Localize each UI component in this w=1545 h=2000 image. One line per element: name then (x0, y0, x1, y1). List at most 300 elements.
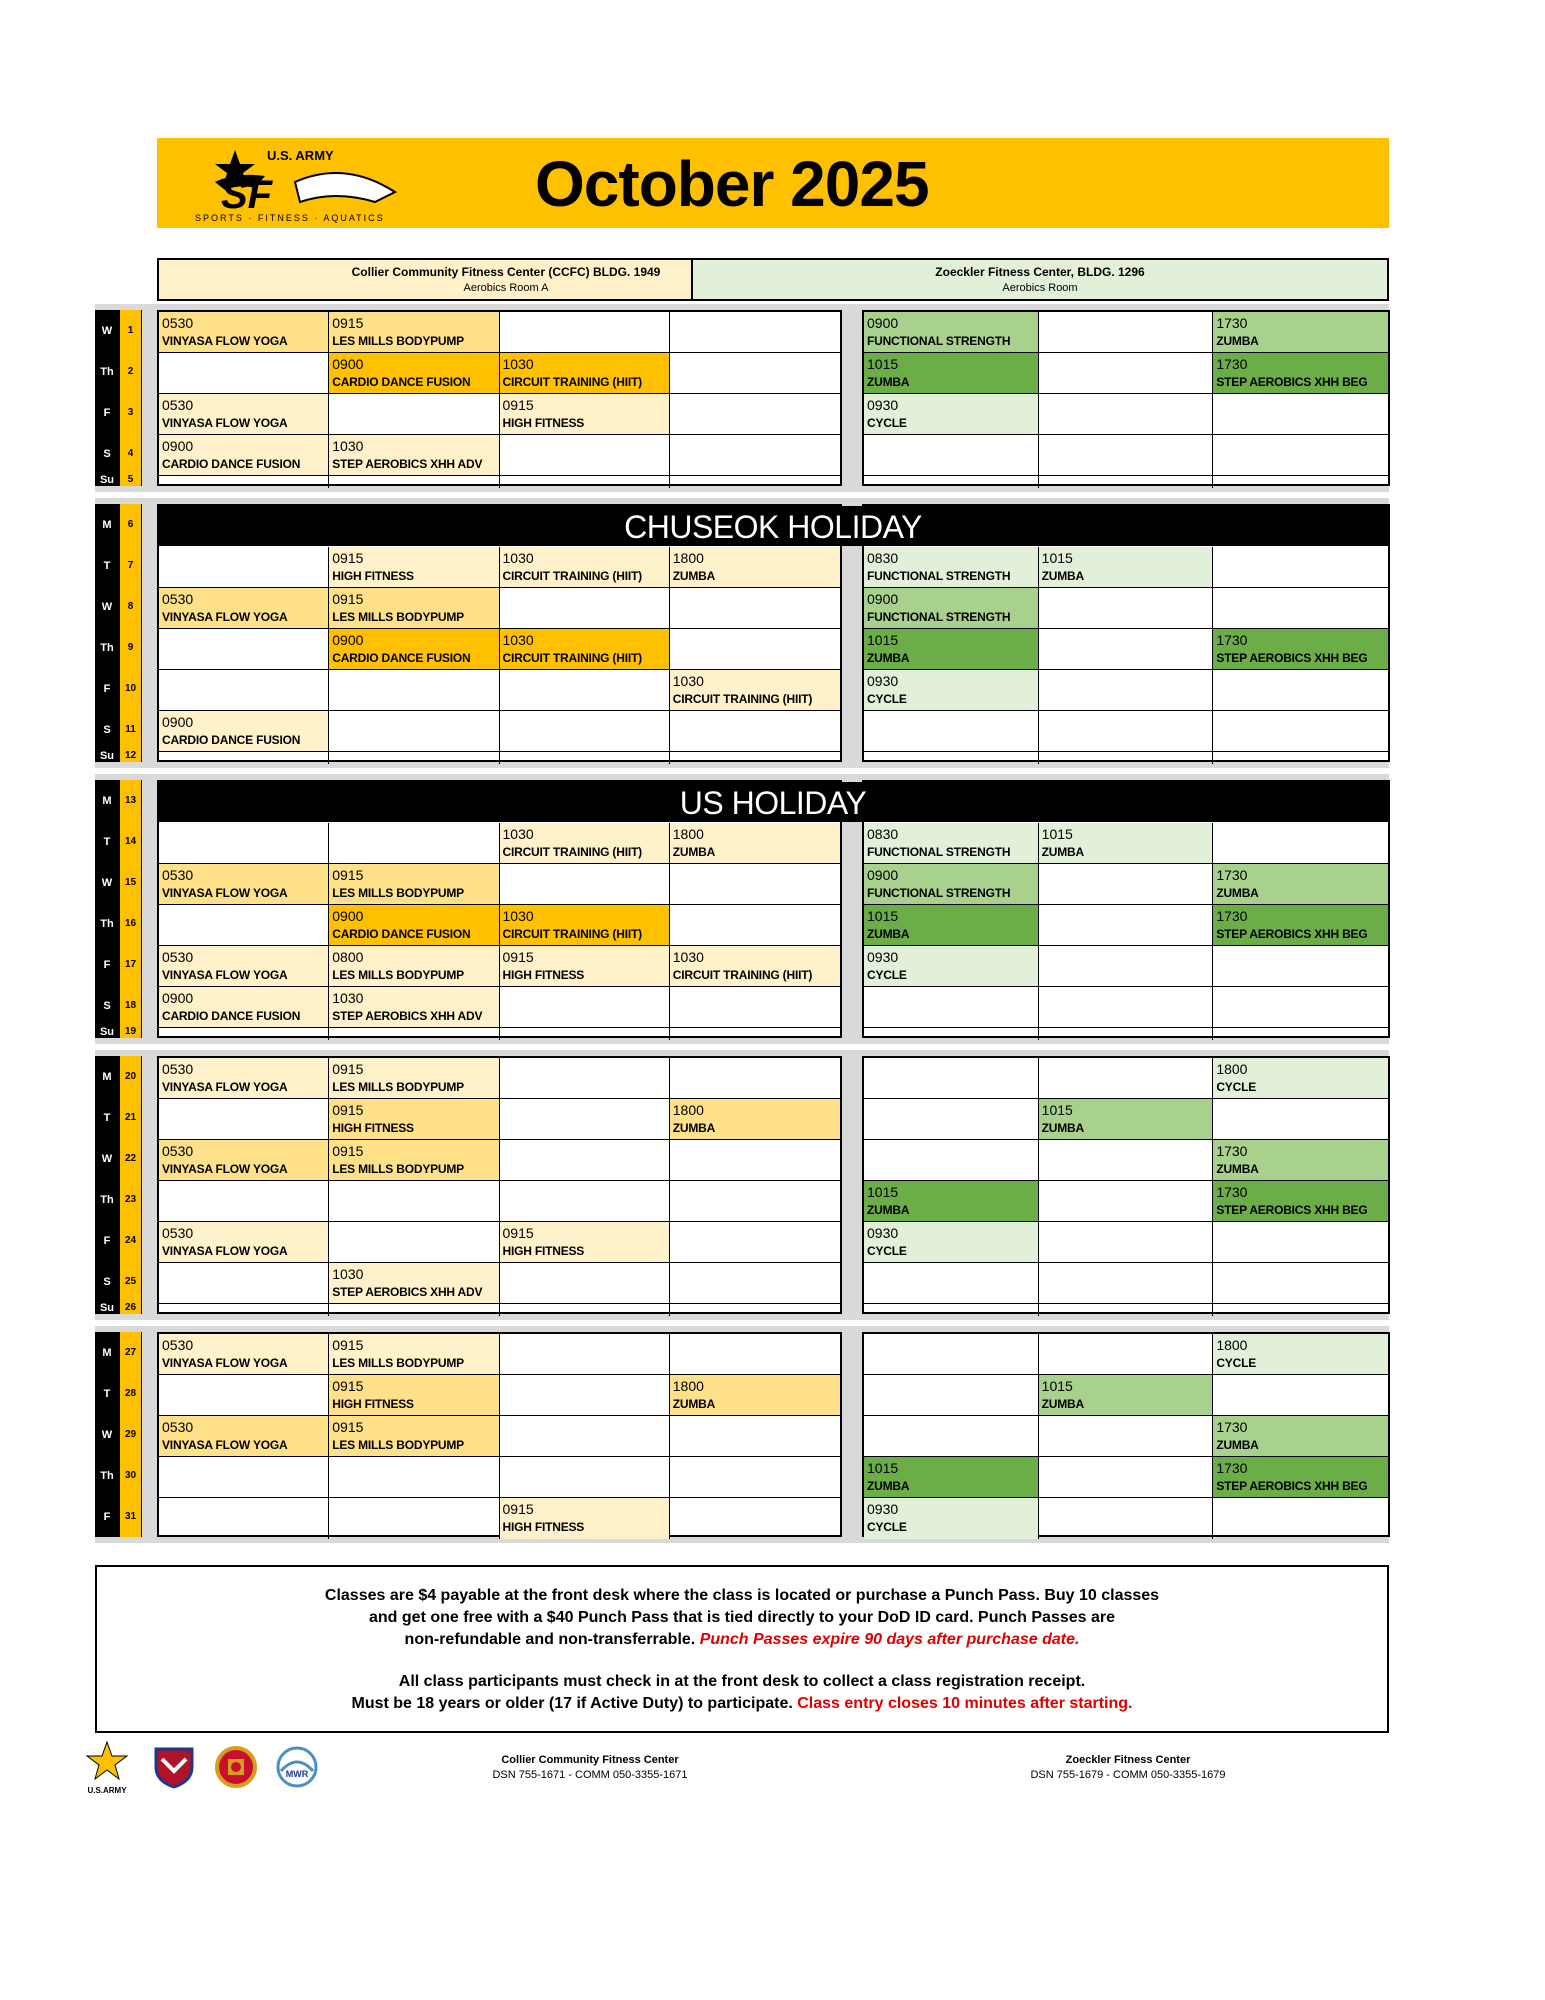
logo-army-text: U.S. ARMY (267, 148, 334, 163)
class-name: CARDIO DANCE FUSION (162, 457, 301, 471)
day-date: 25 (120, 1261, 141, 1302)
class-name: CYCLE (867, 968, 907, 982)
class-name: ZUMBA (867, 651, 910, 665)
class-slot (1039, 547, 1214, 588)
schedule-cell (159, 905, 329, 946)
class-slot (329, 1375, 499, 1416)
class-time: 1030 (502, 908, 534, 924)
day-date: 29 (120, 1414, 141, 1455)
class-time: 1800 (1216, 1061, 1248, 1077)
class-slot (1213, 1334, 1388, 1375)
class-slot (864, 547, 1039, 588)
class-name: ZUMBA (672, 1121, 716, 1135)
class-name: LES MILLS BODYPUMP (332, 886, 464, 900)
day-date: 30 (120, 1455, 141, 1496)
class-time: 1015 (867, 908, 899, 924)
class-time: 0930 (867, 673, 899, 689)
schedule-cell (1213, 1304, 1388, 1316)
class-name: CARDIO DANCE FUSION (332, 927, 471, 941)
zoeckler-contact (998, 1753, 1258, 1783)
schedule-cell (670, 394, 840, 435)
day-date: 26 (120, 1302, 141, 1314)
day-date: 24 (120, 1220, 141, 1261)
class-name: VINYASA FLOW YOGA (162, 416, 288, 430)
class-slot (1213, 1457, 1388, 1498)
info-line: and get one free with a $40 Punch Pass that is tied directly to your DoD ID card. Punch Passes are (369, 1609, 1115, 1626)
class-time: 0900 (162, 990, 194, 1006)
schedule-cell (864, 1058, 1039, 1099)
class-name: VINYASA FLOW YOGA (162, 334, 288, 348)
schedule-cell (1039, 946, 1214, 987)
class-time: 0915 (332, 1337, 364, 1353)
day-of-week: T (103, 1387, 111, 1400)
facility-name: Collier Community Fitness Center (CCFC) BLDG. 1949 (351, 265, 661, 279)
schedule-cell (500, 987, 670, 1028)
class-slot (1039, 1099, 1214, 1140)
day-date: 4 (120, 433, 141, 474)
day-date: 13 (120, 780, 141, 821)
class-time: 1730 (1216, 1143, 1248, 1159)
class-slot (864, 394, 1039, 435)
class-slot (159, 987, 329, 1028)
schedule-cell (670, 588, 840, 629)
class-name: CIRCUIT TRAINING (HIIT) (502, 569, 642, 583)
day-label (95, 668, 142, 709)
day-of-week: W (101, 1152, 113, 1165)
day-date: 18 (120, 985, 141, 1026)
schedule-cell (864, 752, 1039, 764)
day-date: 9 (120, 627, 141, 668)
class-time: 1015 (867, 1460, 899, 1476)
day-of-week: Th (100, 1193, 114, 1206)
day-label (95, 1026, 142, 1038)
class-time: 0915 (502, 397, 534, 413)
class-name: LES MILLS BODYPUMP (332, 610, 464, 624)
day-of-week: W (101, 1428, 113, 1441)
schedule-cell (1039, 905, 1214, 946)
schedule-cell (670, 905, 840, 946)
day-date: 14 (120, 821, 141, 862)
day-date: 1 (120, 310, 141, 351)
class-name: VINYASA FLOW YOGA (162, 886, 288, 900)
class-slot (329, 1099, 499, 1140)
class-slot (329, 1140, 499, 1181)
class-time: 0930 (867, 949, 899, 965)
class-slot (329, 312, 499, 353)
class-slot (1213, 1416, 1388, 1457)
class-name: CARDIO DANCE FUSION (162, 1009, 301, 1023)
schedule-cell (670, 987, 840, 1028)
schedule-cell (1213, 1222, 1388, 1263)
day-of-week: M (102, 1346, 112, 1359)
schedule-cell (1039, 1222, 1214, 1263)
contact-name: Zoeckler Fitness Center (1065, 1754, 1191, 1766)
mwr-logo (275, 1745, 319, 1789)
schedule-cell (500, 670, 670, 711)
class-name: ZUMBA (1041, 1121, 1084, 1135)
day-label (95, 586, 142, 627)
schedule-cell (1039, 394, 1214, 435)
schedule-cell (500, 312, 670, 353)
schedule-cell (1039, 1028, 1214, 1040)
class-slot (159, 435, 329, 476)
class-time: 1800 (672, 1102, 704, 1118)
class-name: ZUMBA (1216, 886, 1259, 900)
class-slot (864, 353, 1039, 394)
day-of-week: W (101, 876, 113, 889)
day-date: 10 (120, 668, 141, 709)
class-slot (329, 435, 499, 476)
schedule-cell (1039, 987, 1214, 1028)
class-name: STEP AEROBICS XHH ADV (332, 457, 483, 471)
schedule-cell (864, 1334, 1039, 1375)
class-time: 1030 (332, 438, 364, 454)
day-label (95, 821, 142, 862)
zoeckler-schedule-panel (862, 1332, 1390, 1537)
day-of-week: F (103, 406, 111, 419)
day-label (95, 1332, 142, 1373)
day-label (95, 392, 142, 433)
class-time: 1030 (672, 673, 704, 689)
day-label (95, 1414, 142, 1455)
class-name: ZUMBA (1216, 1162, 1259, 1176)
schedule-cell (670, 476, 840, 488)
day-date: 17 (120, 944, 141, 985)
class-slot (1213, 905, 1388, 946)
schedule-cell (1039, 1181, 1214, 1222)
class-slot (864, 1222, 1039, 1263)
day-label (95, 627, 142, 668)
schedule-cell (670, 353, 840, 394)
day-label (95, 1302, 142, 1314)
schedule-cell (670, 711, 840, 752)
class-slot (864, 1498, 1039, 1539)
class-slot (329, 905, 499, 946)
class-slot (864, 312, 1039, 353)
day-label (95, 1496, 142, 1537)
class-name: HIGH FITNESS (332, 1397, 414, 1411)
schedule-cell (864, 1099, 1039, 1140)
class-time: 1015 (867, 356, 899, 372)
class-name: FUNCTIONAL STRENGTH (867, 334, 1011, 348)
class-time: 0530 (162, 1225, 194, 1241)
class-slot (1213, 864, 1388, 905)
schedule-cell (670, 864, 840, 905)
schedule-cell (329, 823, 499, 864)
schedule-cell (500, 711, 670, 752)
class-time: 0800 (332, 949, 364, 965)
day-label (95, 709, 142, 750)
schedule-cell (159, 1498, 329, 1539)
class-slot (500, 547, 670, 588)
day-label (95, 985, 142, 1026)
class-slot (159, 1222, 329, 1263)
schedule-cell (1039, 1334, 1214, 1375)
class-name: ZUMBA (867, 1479, 910, 1493)
class-time: 0530 (162, 867, 194, 883)
class-time: 1015 (1041, 1378, 1073, 1394)
schedule-cell (159, 1181, 329, 1222)
punch-pass-expiry-note: Punch Passes expire 90 days after purchase date. (699, 1631, 1080, 1648)
class-name: CIRCUIT TRAINING (HIIT) (502, 927, 642, 941)
schedule-cell (670, 435, 840, 476)
schedule-cell (670, 1304, 840, 1316)
class-time: 0900 (332, 632, 364, 648)
schedule-cell (1213, 435, 1388, 476)
class-slot (500, 394, 670, 435)
class-time: 0530 (162, 1419, 194, 1435)
schedule-cell (329, 752, 499, 764)
schedule-cell (1213, 1263, 1388, 1304)
day-date: 28 (120, 1373, 141, 1414)
day-label (95, 433, 142, 474)
info-line: Must be 18 years or older (17 if Active Duty) to participate. (351, 1695, 793, 1712)
us-army-logo (84, 1740, 130, 1796)
class-time: 0900 (162, 714, 194, 730)
day-label (95, 750, 142, 762)
schedule-cell (159, 752, 329, 764)
schedule-cell (159, 1457, 329, 1498)
facility-room: Aerobics Room (1002, 282, 1078, 294)
schedule-cell (1039, 588, 1214, 629)
class-name: CYCLE (1216, 1080, 1256, 1094)
class-name: VINYASA FLOW YOGA (162, 1356, 288, 1370)
class-time: 0915 (332, 1419, 364, 1435)
class-name: CYCLE (1216, 1356, 1256, 1370)
day-label (95, 474, 142, 486)
class-name: LES MILLS BODYPUMP (332, 334, 464, 348)
day-of-week: M (102, 1070, 112, 1083)
schedule-cell (329, 1457, 499, 1498)
day-label (95, 1056, 142, 1097)
schedule-cell (500, 1416, 670, 1457)
class-slot (329, 1058, 499, 1099)
class-time: 1030 (502, 632, 534, 648)
class-name: HIGH FITNESS (332, 1121, 414, 1135)
day-of-week: S (103, 447, 111, 460)
imcom-shield-icon (152, 1745, 196, 1789)
class-slot (670, 547, 840, 588)
schedule-cell (670, 312, 840, 353)
schedule-cell (1213, 711, 1388, 752)
class-name: CARDIO DANCE FUSION (332, 651, 471, 665)
class-slot (329, 1416, 499, 1457)
schedule-cell (159, 629, 329, 670)
schedule-cell (1039, 629, 1214, 670)
class-name: CIRCUIT TRAINING (HIIT) (502, 651, 642, 665)
schedule-cell (500, 1263, 670, 1304)
schedule-cell (500, 1140, 670, 1181)
facility-room: Aerobics Room A (463, 282, 549, 294)
schedule-cell (864, 1416, 1039, 1457)
schedule-cell (1039, 1416, 1214, 1457)
class-name: STEP AEROBICS XHH ADV (332, 1285, 483, 1299)
schedule-cell (670, 1140, 840, 1181)
class-time: 1730 (1216, 867, 1248, 883)
schedule-cell (670, 1334, 840, 1375)
class-time: 1015 (867, 1184, 899, 1200)
day-of-week: Th (100, 365, 114, 378)
schedule-cell (1213, 1375, 1388, 1416)
facility-header-zoeckler (691, 258, 1389, 301)
class-name: ZUMBA (672, 1397, 716, 1411)
schedule-cell (500, 752, 670, 764)
class-name: CARDIO DANCE FUSION (332, 375, 471, 389)
schedule-cell (329, 1222, 499, 1263)
class-time: 0530 (162, 315, 194, 331)
schedule-cell (329, 1028, 499, 1040)
day-of-week: F (103, 1510, 111, 1523)
schedule-cell (1039, 1140, 1214, 1181)
class-name: ZUMBA (867, 1203, 910, 1217)
class-name: HIGH FITNESS (502, 416, 585, 430)
class-time: 0915 (502, 1225, 534, 1241)
class-time: 0915 (332, 1378, 364, 1394)
schedule-cell (1039, 1304, 1214, 1316)
class-slot (500, 946, 670, 987)
garrison-crest-icon (214, 1745, 258, 1789)
class-slot (1039, 1375, 1214, 1416)
day-of-week: S (103, 999, 111, 1012)
sfa-logo (195, 142, 445, 224)
class-slot (670, 946, 840, 987)
schedule-cell (1213, 670, 1388, 711)
class-slot (864, 588, 1039, 629)
day-date: 12 (120, 750, 141, 762)
class-slot (159, 864, 329, 905)
schedule-cell (329, 1498, 499, 1539)
class-time: 1030 (502, 356, 534, 372)
class-time: 1030 (672, 949, 704, 965)
class-name: ZUMBA (1041, 845, 1084, 859)
class-name: ZUMBA (672, 569, 716, 583)
day-of-week: T (103, 835, 111, 848)
svg-text:SF: SF (221, 173, 273, 217)
class-name: ZUMBA (672, 845, 716, 859)
class-time: 0900 (162, 438, 194, 454)
class-time: 0530 (162, 397, 194, 413)
class-name: VINYASA FLOW YOGA (162, 1244, 288, 1258)
schedule-cell (670, 1181, 840, 1222)
schedule-cell (670, 629, 840, 670)
class-name: FUNCTIONAL STRENGTH (867, 610, 1011, 624)
schedule-cell (1039, 752, 1214, 764)
holiday-banner: CHUSEOK HOLIDAY (157, 506, 1389, 546)
class-time: 0915 (502, 949, 534, 965)
schedule-cell (1039, 353, 1214, 394)
logo-tagline: SPORTS · FITNESS · AQUATICS (195, 213, 385, 223)
class-slot (864, 864, 1039, 905)
class-slot (864, 629, 1039, 670)
class-slot (329, 547, 499, 588)
class-time: 1030 (502, 550, 534, 566)
header-banner (157, 138, 1389, 228)
class-name: VINYASA FLOW YOGA (162, 1438, 288, 1452)
class-time: 0915 (332, 867, 364, 883)
class-time: 0530 (162, 949, 194, 965)
schedule-cell (1213, 823, 1388, 864)
class-slot (670, 670, 840, 711)
class-time: 1730 (1216, 908, 1248, 924)
class-name: VINYASA FLOW YOGA (162, 610, 288, 624)
day-date: 31 (120, 1496, 141, 1537)
day-of-week: Su (99, 1026, 115, 1038)
class-slot (500, 1498, 670, 1539)
class-slot (864, 1181, 1039, 1222)
class-name: HIGH FITNESS (332, 569, 414, 583)
class-time: 0900 (867, 315, 899, 331)
class-name: VINYASA FLOW YOGA (162, 1080, 288, 1094)
class-slot (1213, 353, 1388, 394)
class-name: FUNCTIONAL STRENGTH (867, 569, 1011, 583)
schedule-cell (864, 1263, 1039, 1304)
ccfc-schedule-panel (157, 1056, 842, 1314)
schedule-cell (670, 1058, 840, 1099)
day-of-week: S (103, 723, 111, 736)
class-name: HIGH FITNESS (502, 1520, 585, 1534)
page-title: October 2025 (535, 148, 929, 220)
schedule-cell (1213, 752, 1388, 764)
day-date: 15 (120, 862, 141, 903)
class-name: LES MILLS BODYPUMP (332, 968, 464, 982)
schedule-cell (1213, 987, 1388, 1028)
class-time: 0530 (162, 1143, 194, 1159)
day-date: 8 (120, 586, 141, 627)
schedule-cell (1213, 394, 1388, 435)
day-date: 21 (120, 1097, 141, 1138)
schedule-cell (500, 588, 670, 629)
class-time: 1030 (332, 1266, 364, 1282)
class-time: 0930 (867, 1225, 899, 1241)
day-date: 27 (120, 1332, 141, 1373)
schedule-cell (159, 1304, 329, 1316)
class-slot (159, 588, 329, 629)
schedule-cell (500, 435, 670, 476)
schedule-cell (500, 1058, 670, 1099)
schedule-cell (864, 435, 1039, 476)
schedule-cell (1213, 1498, 1388, 1539)
class-slot (1213, 629, 1388, 670)
class-time: 1015 (1041, 826, 1073, 842)
class-time: 0915 (332, 550, 364, 566)
schedule-cell (670, 752, 840, 764)
schedule-cell (500, 1028, 670, 1040)
class-name: CYCLE (867, 416, 907, 430)
schedule-cell (329, 711, 499, 752)
schedule-cell (1039, 864, 1214, 905)
class-time: 0915 (502, 1501, 534, 1517)
svg-text:MWR: MWR (285, 1769, 309, 1779)
day-of-week: Su (99, 1302, 115, 1314)
schedule-cell (500, 1457, 670, 1498)
class-time: 0930 (867, 1501, 899, 1517)
class-time: 0915 (332, 315, 364, 331)
schedule-cell (1213, 588, 1388, 629)
class-slot (1213, 312, 1388, 353)
contact-phone: DSN 755-1679 - COMM 050-3355-1679 (1030, 1769, 1226, 1781)
class-name: CIRCUIT TRAINING (HIIT) (502, 375, 642, 389)
class-time: 1030 (502, 826, 534, 842)
day-date: 11 (120, 709, 141, 750)
schedule-cell (670, 1416, 840, 1457)
schedule-cell (1039, 312, 1214, 353)
class-name: CIRCUIT TRAINING (HIIT) (672, 692, 813, 706)
day-date: 22 (120, 1138, 141, 1179)
class-time: 1730 (1216, 632, 1248, 648)
schedule-cell (670, 1457, 840, 1498)
class-name: ZUMBA (867, 927, 910, 941)
class-time: 0530 (162, 1061, 194, 1077)
